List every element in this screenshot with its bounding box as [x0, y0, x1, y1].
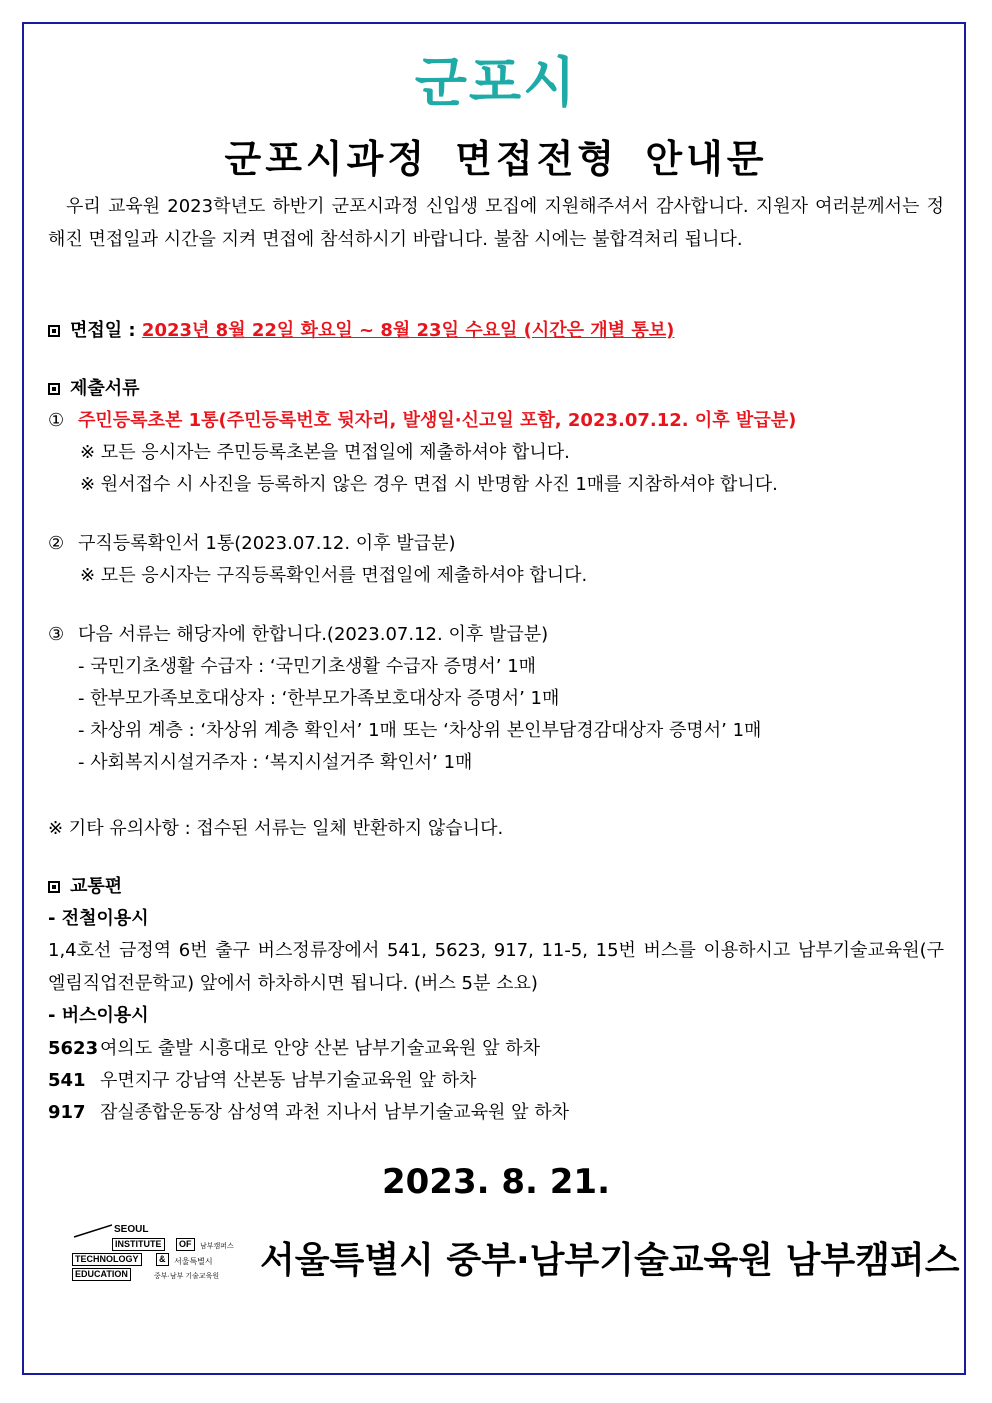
logo-slash-icon [72, 1224, 112, 1238]
logo-korean-3: 중부·남부 기술교육원 [154, 1273, 220, 1280]
intro-paragraph: 우리 교육원 2023학년도 하반기 군포시과정 신입생 모집에 지원해주셔서 감사합니다. 지원자 여러분께서는 정해진 면접일과 시간을 지켜 면접에 참석하시기 바랍니다. 불참 시에는 불합격처리 됩니다. [48, 196, 944, 250]
transport-heading [48, 870, 122, 903]
document-item-1-note-2: ※ 원서접수 시 사진을 등록하지 않은 경우 면접 시 반명함 사진 1매를 지참하셔야 합니다. [80, 474, 778, 495]
document-item-3 [48, 618, 548, 651]
logo-technology: TECHNOLOGY [72, 1253, 142, 1266]
document-item-3-text: 다음 서류는 해당자에 한합니다.(2023.07.12. 이후 발급분) [78, 624, 549, 645]
item-number: ① [48, 410, 65, 431]
logo-education: EDUCATION [72, 1268, 131, 1281]
document-item-2-note-1: ※ 모든 응시자는 구직등록확인서를 면접일에 제출하셔야 합니다. [80, 565, 588, 586]
bus-route: 우면지구 강남역 산본동 남부기술교육원 앞 하차 [100, 1070, 477, 1091]
logo-korean-1: 남부캠퍼스 [200, 1243, 234, 1250]
etc-note: ※ 기타 유의사항 : 접수된 서류는 일체 반환하지 않습니다. [48, 818, 504, 839]
document-date: 2023. 8. 21. [381, 1162, 611, 1202]
logo-institute: INSTITUTE [112, 1238, 165, 1251]
subway-text: 1,4호선 금정역 6번 출구 버스정류장에서 541, 5623, 917, 11-5, 15번 버스를 이용하시고 남부기술교육원(구 엘림직업전문학교) 앞에서 하차하시면 됩니다. (버스 5분 소요) [48, 940, 944, 994]
document-item-3-sub-3: - 차상위 계층 : ‘차상위 계층 확인서’ 1매 또는 ‘차상위 본인부담경감대상자 증명서’ 1매 [78, 720, 762, 741]
square-bullet-icon [48, 325, 60, 337]
logo-amp: & [156, 1253, 169, 1266]
document-item-1 [48, 404, 796, 437]
bus-route: 잠실종합운동장 삼성역 과천 지나서 남부기술교육원 앞 하차 [100, 1102, 570, 1123]
square-bullet-icon [48, 881, 60, 893]
subway-heading: - 전철이용시 [48, 908, 149, 929]
document-item-3-sub-2: - 한부모가족보호대상자 : ‘한부모가족보호대상자 증명서’ 1매 [78, 688, 560, 709]
bus-heading: - 버스이용시 [48, 1005, 149, 1026]
document-item-2 [48, 527, 456, 560]
bus-number: 541 [48, 1070, 86, 1091]
transport-heading-label: 교통편 [70, 876, 123, 897]
logo-of: OF [176, 1238, 195, 1251]
document-item-1-text: 주민등록초본 1통(주민등록번호 뒷자리, 발생일·신고일 포함, 2023.07.12. 이후 발급분) [78, 410, 797, 431]
interview-date-value: 2023년 8월 22일 화요일 ~ 8월 23일 수요일 (시간은 개별 통보) [141, 320, 675, 341]
document-item-2-text: 구직등록확인서 1통(2023.07.12. 이후 발급분) [78, 533, 456, 554]
bus-row [48, 1032, 540, 1065]
bus-route: 여의도 출발 시흥대로 안양 산본 남부기술교육원 앞 하차 [100, 1038, 540, 1059]
square-bullet-icon [48, 383, 60, 395]
bus-number: 5623 [48, 1038, 99, 1059]
document-item-1-note-1: ※ 모든 응시자는 주민등록초본을 면접일에 제출하셔야 합니다. [80, 442, 570, 463]
interview-label: 면접일 : [70, 320, 136, 341]
institute-logo [72, 1224, 252, 1286]
documents-heading [48, 372, 140, 405]
bus-row [48, 1096, 569, 1129]
interview-date-row [48, 314, 674, 347]
item-number: ③ [48, 624, 65, 645]
document-item-3-sub-4: - 사회복지시설거주자 : ‘복지시설거주 확인서’ 1매 [78, 752, 473, 773]
logo-korean-2: 서울특별시 [174, 1257, 213, 1266]
city-title: 군포시 [414, 51, 578, 114]
documents-heading-label: 제출서류 [70, 378, 140, 399]
logo-seoul: SEOUL [114, 1224, 149, 1235]
item-number: ② [48, 533, 65, 554]
bus-row [48, 1064, 476, 1097]
bus-number: 917 [48, 1102, 86, 1123]
document-title: 군포시과정 면접전형 안내문 [224, 137, 768, 181]
document-item-3-sub-1: - 국민기초생활 수급자 : ‘국민기초생활 수급자 증명서’ 1매 [78, 656, 537, 677]
organization-name: 서울특별시 중부·남부기술교육원 남부캠퍼스 [260, 1240, 960, 1281]
